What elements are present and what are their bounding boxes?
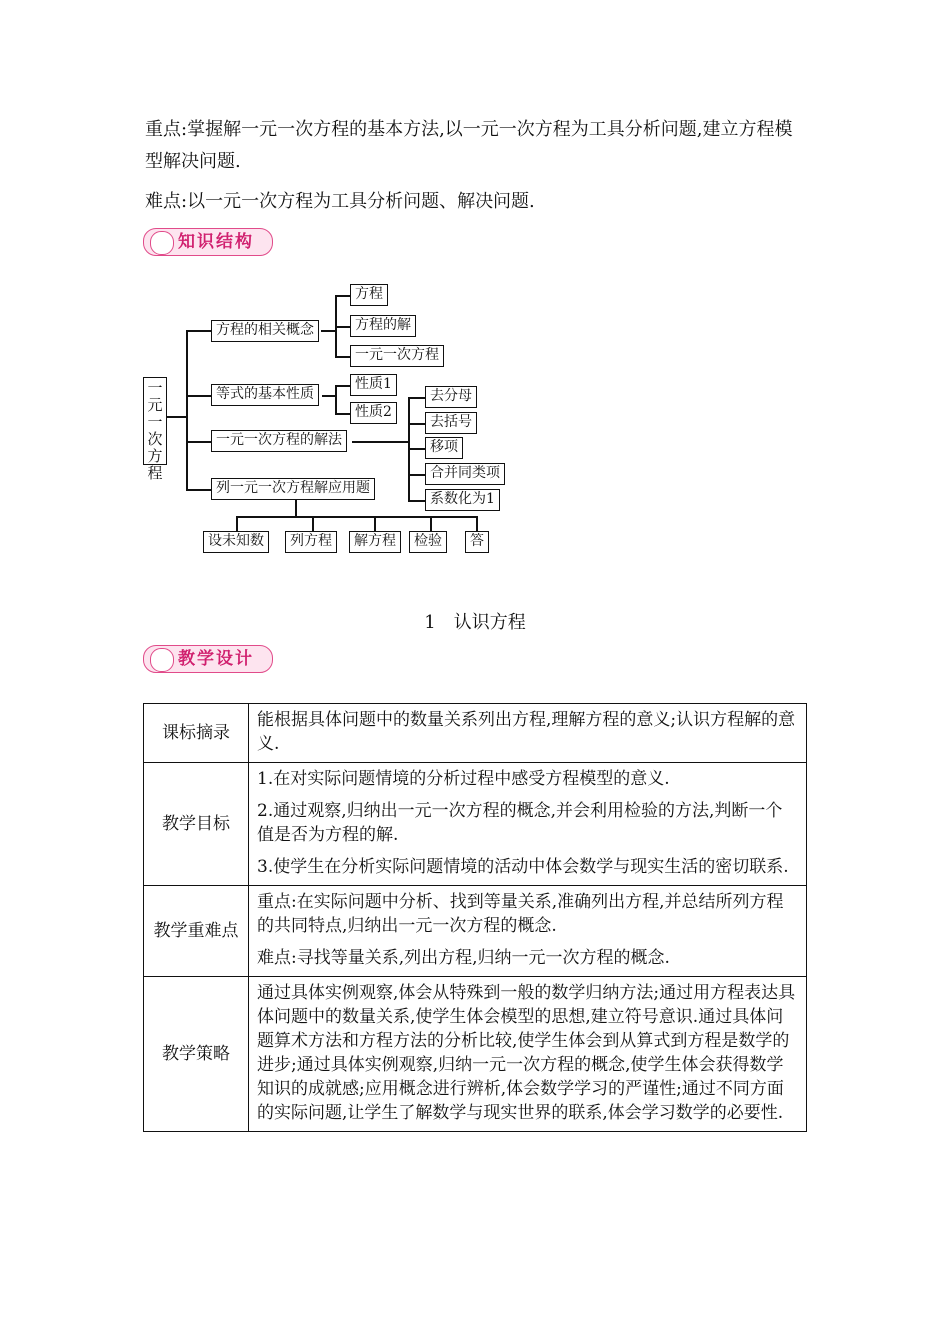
table-row: [144, 886, 807, 977]
tree-leaf: 性质1: [350, 374, 397, 396]
row-line: 通过具体实例观察,体会从特殊到一般的数学归纳方法;通过用方程表达具体问题中的数量关系,使学生体会模型的思想,建立符号意识.通过具体问题算术方法和方程方法的分析比较,使学生体会到从算式到方程是数学的进步;通过具体实例观察,归纳一元一次方程的概念,使学生体会获得数学知识的成就感;应用概念进行辨析,体会数学学习的严谨性;通过不同方面的实际问题,让学生了解数学与现实世界的联系,体会学习数学的必要性.: [257, 983, 796, 1123]
tree-leaf: 设未知数: [203, 531, 269, 553]
difficulty-text: 难点:以一元一次方程为工具分析问题、解决问题.: [145, 191, 535, 212]
row-header: 课标摘录: [144, 704, 249, 763]
table-row: [144, 763, 807, 886]
tree-branch-equality-properties: 等式的基本性质: [211, 384, 319, 406]
row-header: 教学重难点: [144, 886, 249, 977]
tree-leaf: 方程的解: [350, 315, 416, 337]
tree-branch-concepts: 方程的相关概念: [211, 320, 319, 342]
row-line: 3.使学生在分析实际问题情境的活动中体会数学与现实生活的密切联系.: [257, 857, 789, 877]
section-title: 1 认识方程: [424, 612, 526, 633]
row-content: [249, 763, 807, 886]
row-line: 2.通过观察,归纳出一元一次方程的概念,并会利用检验的方法,判断一个值是否为方程的解.: [257, 801, 783, 845]
row-line: 重点:在实际问题中分析、找到等量关系,准确列出方程,并总结所列方程的共同特点,归纳出一元一次方程的概念.: [257, 892, 784, 936]
badge-icon: [150, 231, 174, 255]
tree-leaf: 合并同类项: [425, 463, 505, 485]
teaching-design-badge: [143, 645, 273, 673]
row-content: [249, 886, 807, 977]
row-line: 能根据具体问题中的数量关系列出方程,理解方程的意义;认识方程解的意义.: [257, 710, 796, 754]
teaching-design-table: [143, 703, 807, 1132]
badge-label: 教学设计: [178, 649, 254, 669]
tree-leaf: 方程: [350, 284, 388, 306]
row-header: 教学目标: [144, 763, 249, 886]
table-row: [144, 977, 807, 1132]
tree-leaf: 去括号: [425, 412, 477, 434]
tree-leaf: 检验: [409, 531, 447, 553]
tree-leaf: 移项: [425, 437, 463, 459]
tree-leaf: 一元一次方程: [350, 345, 444, 367]
tree-leaf: 性质2: [350, 402, 397, 424]
tree-leaf: 去分母: [425, 386, 477, 408]
tree-leaf: 解方程: [349, 531, 401, 553]
row-header: 教学策略: [144, 977, 249, 1132]
row-line: 1.在对实际问题情境的分析过程中感受方程模型的意义.: [257, 769, 670, 789]
badge-icon: [150, 648, 174, 672]
badge-label: 知识结构: [178, 232, 254, 252]
tree-leaf: 系数化为1: [425, 489, 500, 511]
tree-branch-applications: 列一元一次方程解应用题: [211, 478, 375, 500]
row-content: [249, 977, 807, 1132]
tree-branch-solving: 一元一次方程的解法: [211, 430, 347, 452]
tree-leaf: 列方程: [285, 531, 337, 553]
row-content: [249, 704, 807, 763]
table-row: [144, 704, 807, 763]
tree-leaf: 答: [465, 531, 489, 553]
key-point-text: 重点:掌握解一元一次方程的基本方法,以一元一次方程为工具分析问题,建立方程模型解决问题.: [145, 119, 793, 172]
tree-root: 一元一次方程: [143, 377, 167, 465]
row-line: 难点:寻找等量关系,列出方程,归纳一元一次方程的概念.: [257, 948, 670, 968]
knowledge-structure-badge: [143, 228, 273, 256]
